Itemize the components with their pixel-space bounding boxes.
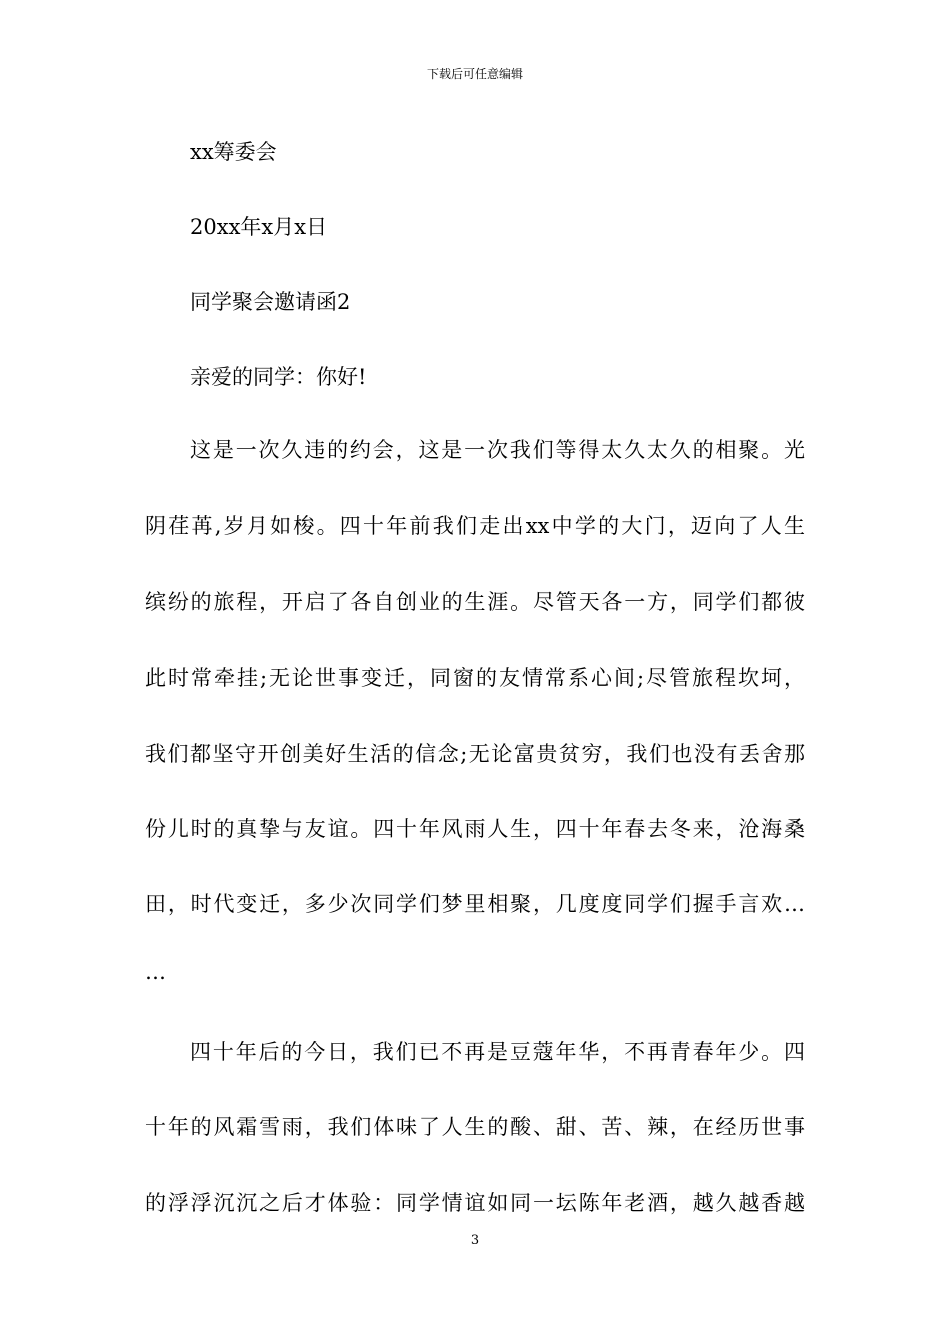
- paragraph-line: 份儿时的真挚与友谊。四十年风雨人生，四十年春去冬来，沧海桑: [145, 817, 805, 841]
- page-number: 3: [470, 1233, 480, 1248]
- paragraph-line: 十年的风霜雪雨，我们体味了人生的酸、甜、苦、辣，在经历世事: [145, 1115, 805, 1139]
- paragraph-line: 此时常牵挂;无论世事变迁，同窗的友情常系心间;尽管旅程坎坷，: [145, 666, 805, 690]
- paragraph-line: 阴荏苒,岁月如梭。四十年前我们走出xx中学的大门，迈向了人生: [145, 514, 805, 538]
- greeting-line: 亲爱的同学：你好!: [190, 365, 367, 389]
- paragraph-line: 的浮浮沉沉之后才体验：同学情谊如同一坛陈年老酒，越久越香越: [145, 1191, 805, 1215]
- signature-line: xx筹委会: [190, 140, 277, 164]
- letter-title: 同学聚会邀请函2: [190, 290, 351, 314]
- paragraph-line: 我们都坚守开创美好生活的信念;无论富贵贫穷，我们也没有丢舍那: [145, 742, 805, 766]
- paragraph-line: 这是一次久违的约会，这是一次我们等得太久太久的相聚。光: [190, 438, 805, 462]
- paragraph-line: 四十年后的今日，我们已不再是豆蔻年华，不再青春年少。四: [190, 1040, 805, 1064]
- paragraph-line: 田，时代变迁，多少次同学们梦里相聚，几度度同学们握手言欢…: [145, 892, 805, 916]
- paragraph-line: 缤纷的旅程，开启了各自创业的生涯。尽管天各一方，同学们都彼: [145, 590, 805, 614]
- paragraph-line: …: [145, 960, 166, 984]
- date-line: 20xx年x月x日: [190, 215, 328, 239]
- page-header: 下载后可任意编辑: [426, 67, 523, 81]
